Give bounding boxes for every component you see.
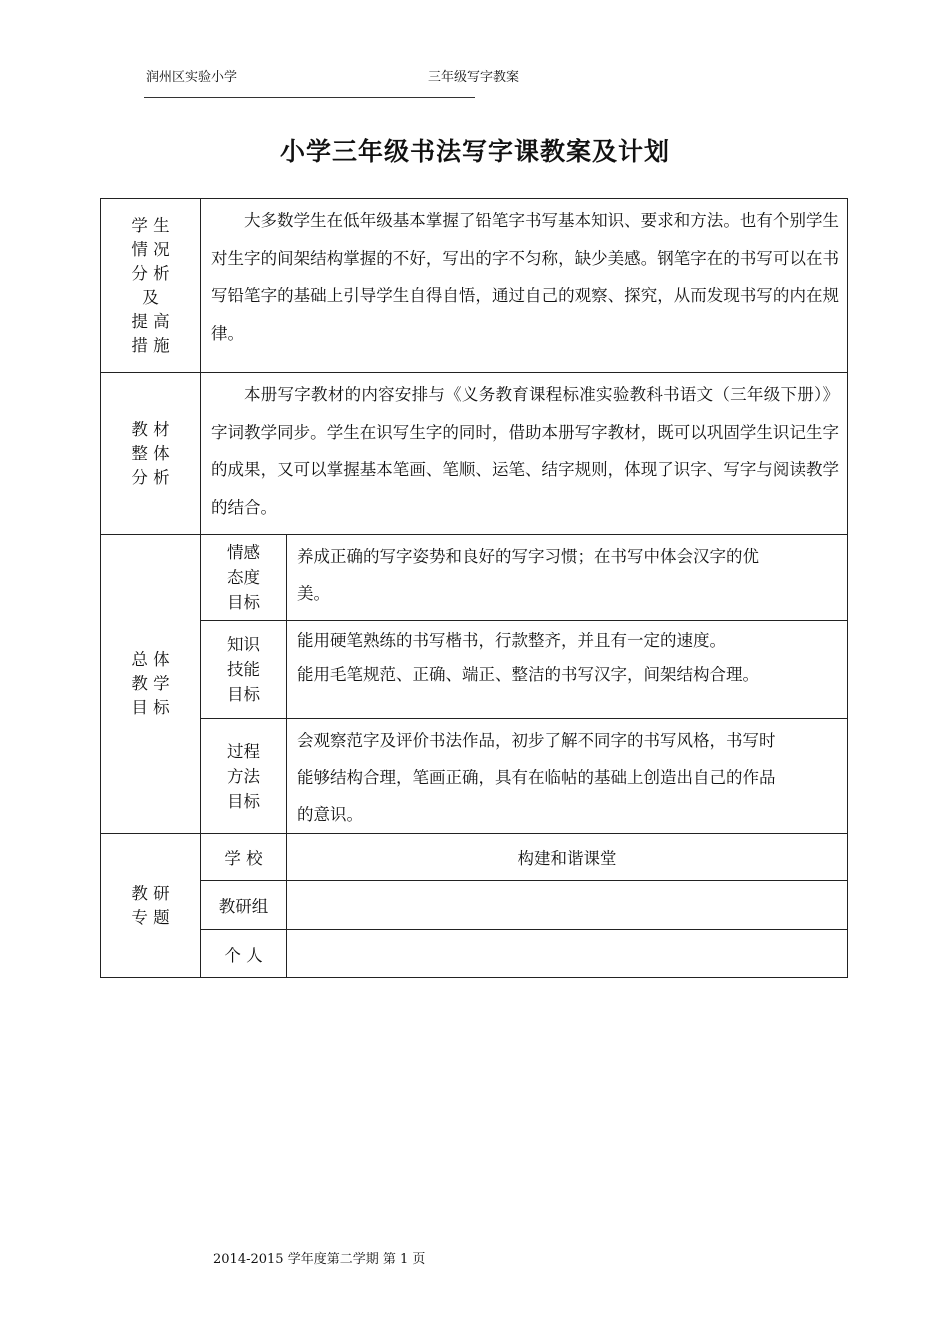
label-knowledge-goal: 知识 技能 目标	[201, 621, 287, 719]
header-doc-type: 三年级写字教案	[428, 70, 520, 85]
label-school: 学 校	[201, 834, 287, 881]
row-research-personal	[101, 930, 848, 978]
personal-value	[287, 930, 848, 978]
lesson-plan-table	[100, 198, 848, 978]
label-emotion-goal: 情感 态度 目标	[201, 535, 287, 621]
row-research-group	[101, 881, 848, 930]
row-student-analysis	[101, 199, 848, 373]
student-analysis-content: 大多数学生在低年级基本掌握了铅笔字书写基本知识、要求和方法。也有个别学生对生字的间架结构掌握的不好，写出的字不匀称，缺少美感。钢笔字在的书写可以在书写铅笔字的基础上引导学生自得自悟，通过自己的观察、探究，从而发现书写的内在规律。	[201, 199, 848, 373]
school-topic-value: 构建和谐课堂	[287, 834, 848, 881]
header-school: 润州区实验小学	[146, 70, 238, 85]
page-title: 小学三年级书法写字课教案及计划	[279, 137, 670, 166]
row-material-analysis	[101, 373, 848, 535]
label-research-group: 教研组	[201, 881, 287, 930]
row-research-school	[101, 834, 848, 881]
process-goal-content: 会观察范字及评价书法作品，初步了解不同字的书写风格，书写时 能够结构合理，笔画正确，具有在临帖的基础上创造出自己的作品 的意识。	[287, 719, 848, 834]
row-goal-emotion	[101, 535, 848, 621]
material-analysis-content: 本册写字教材的内容安排与《义务教育课程标准实验教科书语文（三年级下册）》字词教学同步。学生在识写生字的同时，借助本册写字教材，既可以巩固学生识记生字的成果，又可以掌握基本笔画、笔顺、运笔、结字规则，体现了识字、写字与阅读教学的结合。	[201, 373, 848, 535]
label-overall-goals: 总 体 教 学 目 标	[101, 535, 201, 834]
knowledge-goal-content: 能用硬笔熟练的书写楷书，行款整齐，并且有一定的速度。 能用毛笔规范、正确、端正、整洁的书写汉字，间架结构合理。	[287, 621, 848, 719]
page-footer: 2014-2015 学年度第二学期 第 1 页	[213, 1252, 426, 1267]
label-personal: 个 人	[201, 930, 287, 978]
research-group-value	[287, 881, 848, 930]
row-goal-knowledge	[101, 621, 848, 719]
emotion-goal-content: 养成正确的写字姿势和良好的写字习惯；在书写中体会汉字的优 美。	[287, 535, 848, 621]
label-process-goal: 过程 方法 目标	[201, 719, 287, 834]
row-goal-process	[101, 719, 848, 834]
label-student-analysis: 学 生 情 况 分 析 及 提 高 措 施	[101, 199, 201, 373]
label-research-topic: 教 研 专 题	[101, 834, 201, 978]
label-material-analysis: 教 材 整 体 分 析	[101, 373, 201, 535]
header-divider	[144, 97, 475, 98]
